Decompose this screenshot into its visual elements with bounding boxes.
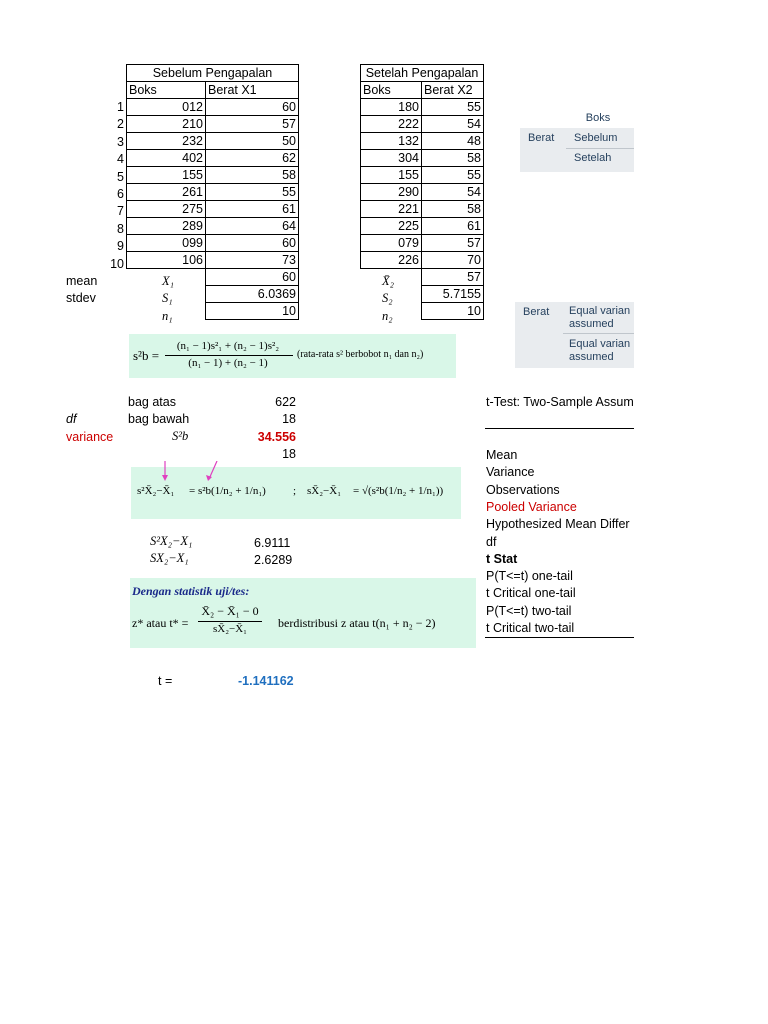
se-sd-symbol: SX₂−X₁	[150, 551, 189, 565]
mean-label: mean	[66, 274, 98, 288]
before-berat-cell: 62	[206, 150, 299, 167]
test-numerator: X̄₂ − X̄₁ − 0	[201, 604, 259, 618]
stdev-s1-symbol: S₁	[162, 291, 173, 305]
after-row	[361, 150, 484, 167]
test-denominator: sX̄₂−X̄₁	[212, 623, 248, 635]
before-berat-cell: 58	[206, 167, 299, 184]
after-berat-cell: 61	[422, 218, 484, 235]
row-number: 4	[117, 152, 124, 167]
test-heading: Dengan statistik uji/tes:	[132, 584, 250, 598]
after-n: 10	[422, 303, 484, 320]
spss-group-setelah: Setelah	[574, 152, 612, 164]
pooled-variance-value: 34.556	[257, 430, 296, 444]
spss-not-equal-assumed	[569, 338, 630, 364]
ttest-row-label: t Critical two-tail	[486, 621, 575, 635]
test-lhs: z* atau t* =	[132, 616, 189, 630]
after-row	[361, 99, 484, 116]
spss-equal-assumed	[569, 305, 630, 331]
t-result-label: t =	[158, 674, 173, 688]
ttest-top-rule	[485, 428, 634, 429]
after-berat-cell: 70	[422, 252, 484, 269]
after-berat-cell: 54	[422, 184, 484, 201]
after-boks-cell: 180	[361, 99, 422, 116]
before-mean: 60	[206, 269, 299, 286]
pooled-denominator: (n₁ − 1) + (n₂ − 1)	[188, 357, 268, 369]
after-table	[360, 64, 484, 320]
ttest-row-label: Hypothesized Mean Differ	[486, 517, 630, 532]
after-row	[361, 235, 484, 252]
after-boks-cell: 079	[361, 235, 422, 252]
ttest-row-label: df	[486, 534, 497, 549]
ttest-title: t-Test: Two-Sample Assum	[486, 395, 634, 409]
before-col-berat: Berat X1	[206, 82, 299, 99]
after-berat-cell: 58	[422, 201, 484, 218]
se-part2-rhs: = √(s²b(1/n₂ + 1/n₁))	[353, 485, 444, 497]
bag-bawah-value: 18	[282, 412, 296, 426]
before-stdev: 6.0369	[206, 286, 299, 303]
spss-notequal-line2: assumed	[569, 351, 614, 363]
row-number: 3	[117, 134, 124, 149]
before-table	[126, 64, 299, 320]
before-berat-cell: 60	[206, 235, 299, 252]
spss-equal-line1: Equal varian	[569, 305, 631, 317]
before-n: 10	[206, 303, 299, 320]
pooled-numerator: (n₁ − 1)s²₁ + (n₂ − 1)s²₂	[176, 340, 280, 352]
standard-error-formula	[131, 467, 461, 519]
ttest-row-label: Pooled Variance	[486, 499, 577, 514]
se-part2-lhs: sX̄₂−X̄₁	[307, 485, 342, 497]
spss-levene-row-label: Berat	[523, 306, 550, 318]
test-statistic-formula	[130, 578, 476, 648]
spss-group-header: Boks	[585, 112, 611, 124]
before-berat-cell: 64	[206, 218, 299, 235]
after-row	[361, 116, 484, 133]
after-boks-cell: 221	[361, 201, 422, 218]
se-separator: ;	[293, 485, 297, 497]
before-boks-cell: 012	[127, 99, 206, 116]
before-row	[127, 201, 299, 218]
spss-group-sebelum: Sebelum	[574, 132, 618, 144]
before-boks-cell: 402	[127, 150, 206, 167]
spss-independent-test	[515, 302, 634, 368]
t-result-value: -1.141162	[238, 674, 294, 688]
before-boks-cell: 155	[127, 167, 206, 184]
after-boks-cell: 132	[361, 133, 422, 150]
before-row	[127, 150, 299, 167]
before-boks-cell: 232	[127, 133, 206, 150]
after-col-berat: Berat X2	[422, 82, 484, 99]
ttest-row-label: t Critical one-tail	[486, 586, 576, 601]
ttest-row-label: Mean	[486, 448, 518, 462]
se-variance-symbol: S²X₂−X₁	[150, 534, 193, 548]
mean-x2-symbol: X̄₂	[382, 274, 394, 288]
row-number: 10	[110, 256, 124, 271]
bag-atas-label: bag atas	[128, 395, 176, 409]
pooled-variance-formula	[129, 334, 456, 378]
after-row	[361, 184, 484, 201]
spss-notequal-line1: Equal varian	[569, 338, 631, 350]
se-part1-rhs: = s²b(1/n₂ + 1/n₁)	[189, 485, 266, 497]
before-row	[127, 218, 299, 235]
before-boks-cell: 261	[127, 184, 206, 201]
after-row	[361, 218, 484, 235]
ttest-row-label: P(T<=t) one-tail	[486, 569, 573, 584]
before-row	[127, 116, 299, 133]
df-label: df	[66, 412, 77, 426]
n1-symbol: n₁	[162, 309, 173, 323]
bag-bawah-label: bag bawah	[128, 412, 190, 426]
ttest-row-label: Variance	[486, 465, 535, 480]
after-title: Setelah Pengapalan	[361, 65, 484, 82]
after-boks-cell: 225	[361, 218, 422, 235]
row-number: 9	[117, 239, 124, 254]
ttest-bottom-rule	[485, 637, 634, 638]
spss-group-row-label: Berat	[528, 132, 555, 144]
after-col-boks: Boks	[361, 82, 422, 99]
before-boks-cell: 275	[127, 201, 206, 218]
after-berat-cell: 58	[422, 150, 484, 167]
after-boks-cell: 304	[361, 150, 422, 167]
before-berat-cell: 50	[206, 133, 299, 150]
after-stdev: 5.7155	[422, 286, 484, 303]
before-row	[127, 252, 299, 269]
row-number: 8	[117, 221, 124, 236]
after-berat-cell: 57	[422, 235, 484, 252]
before-berat-cell: 55	[206, 184, 299, 201]
se-sd-value: 2.6289	[254, 553, 293, 567]
se-part1-lhs: s²X̄₂−X̄₁	[137, 485, 175, 497]
variance-label: variance	[66, 430, 114, 444]
stdev-label: stdev	[66, 291, 96, 305]
before-berat-cell: 73	[206, 252, 299, 269]
mean-x1-symbol: X₁	[162, 274, 174, 288]
before-berat-cell: 61	[206, 201, 299, 218]
spss-group-stats	[520, 108, 634, 170]
row-number: 5	[117, 169, 124, 184]
after-row	[361, 201, 484, 218]
df-value-repeat: 18	[282, 447, 296, 461]
pooled-lhs: s²b =	[133, 348, 160, 363]
after-berat-cell: 54	[422, 116, 484, 133]
after-mean: 57	[422, 269, 484, 286]
before-boks-cell: 106	[127, 252, 206, 269]
row-number: 1	[117, 100, 124, 114]
spss-equal-line2: assumed	[569, 318, 614, 330]
row-number: 2	[117, 117, 124, 132]
before-boks-cell: 099	[127, 235, 206, 252]
after-boks-cell: 222	[361, 116, 422, 133]
after-row	[361, 252, 484, 269]
before-row	[127, 184, 299, 201]
pink-arrow-marks	[161, 461, 221, 485]
after-row	[361, 133, 484, 150]
before-boks-cell: 289	[127, 218, 206, 235]
stdev-s2-symbol: S₂	[382, 291, 393, 305]
before-berat-cell: 57	[206, 116, 299, 133]
test-rhs: berdistribusi z atau t(n₁ + n₂ − 2)	[278, 616, 436, 630]
row-number: 6	[117, 187, 124, 201]
after-boks-cell: 155	[361, 167, 422, 184]
ttest-row-label: t Stat	[486, 551, 518, 566]
before-title: Sebelum Pengapalan	[127, 65, 299, 82]
n2-symbol: n₂	[382, 309, 393, 323]
pooled-note: (rata-rata s² berbobot n₁ dan n₂)	[297, 349, 424, 360]
se-variance-value: 6.9111	[254, 536, 291, 550]
row-number: 7	[117, 204, 124, 219]
before-row	[127, 235, 299, 252]
after-boks-cell: 226	[361, 252, 422, 269]
after-berat-cell: 55	[422, 167, 484, 184]
ttest-row-label: Observations	[486, 482, 560, 497]
ttest-row-label: P(T<=t) two-tail	[486, 603, 572, 618]
after-berat-cell: 55	[422, 99, 484, 116]
after-berat-cell: 48	[422, 133, 484, 150]
before-col-boks: Boks	[127, 82, 206, 99]
pooled-variance-symbol: S²b	[172, 429, 189, 443]
before-row	[127, 167, 299, 184]
before-row	[127, 133, 299, 150]
before-row	[127, 99, 299, 116]
bag-atas-value: 622	[275, 395, 296, 409]
before-berat-cell: 60	[206, 99, 299, 116]
after-row	[361, 167, 484, 184]
after-boks-cell: 290	[361, 184, 422, 201]
before-boks-cell: 210	[127, 116, 206, 133]
